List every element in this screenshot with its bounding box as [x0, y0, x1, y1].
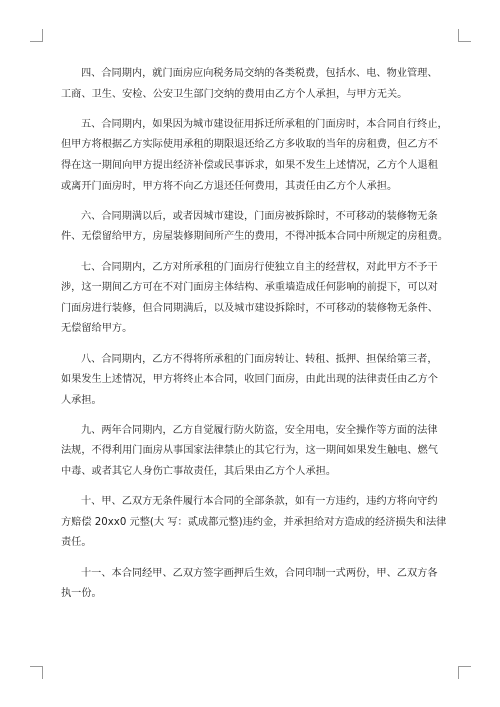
- paragraph-line: 八、合同期内，乙方不得将所承租的门面房转让、转租、抵押、担保给第三者，: [81, 353, 438, 365]
- paragraph-line: 件、无偿留给甲方，房屋装修期间所产生的费用，不得冲抵本合同中所规定的房租费。: [61, 231, 449, 243]
- paragraph-clause-8: [61, 350, 439, 412]
- crop-mark-bottom-right: [458, 666, 471, 679]
- paragraph-line: 工商、卫生、安检、公安卫生部门交纳的费用由乙方个人承担，与甲方无关。: [61, 88, 408, 100]
- paragraph-clause-6: [61, 207, 449, 248]
- paragraph-line: 法规，不得利用门面房从事国家法律禁止的其它行为，这一期间如果发生触电、燃气: [61, 445, 438, 457]
- paragraph-line: 六、合同期满以后，或者因城市建设，门面房被拆除时，不可移动的装修物无条: [81, 210, 438, 222]
- paragraph-line: 五、合同期内，如果因为城市建设征用拆迁所承租的门面房时，本合同自行终止，: [81, 118, 448, 130]
- paragraph-line: 涉，这一期间乙方可在不对门面房主体结构、承重墙造成任何影响的前提下，可以对: [61, 282, 438, 294]
- paragraph-line: 无偿留给甲方。: [61, 323, 133, 335]
- paragraph-line: 责任。: [61, 537, 92, 549]
- paragraph-line: 或离开门面房时，甲方将不向乙方退还任何费用，其责任由乙方个人承担。: [61, 180, 398, 192]
- crop-mark-top-left: [30, 29, 43, 42]
- paragraph-line: 九、两年合同期内，乙方自觉履行防火防盗，安全用电，安全操作等方面的法律: [81, 424, 438, 436]
- paragraph-line: 十一、本合同经甲、乙双方签字画押后生效，合同印制一式两份，甲、乙双方各: [81, 567, 438, 579]
- crop-mark-bottom-left: [30, 666, 43, 679]
- paragraph-line: 七、合同期内，乙方对所承租的门面房行使独立自主的经营权，对此甲方不予干: [81, 261, 438, 273]
- paragraph-clause-5: [61, 115, 448, 197]
- paragraph-clause-7: [61, 258, 439, 340]
- paragraph-line: 门面房进行装修，但合同期满后，以及城市建设拆除时，不可移动的装修物无条件、: [61, 302, 438, 314]
- paragraph-line: 方赔偿 20xx0 元整(大 写：贰成都元整)违约金，并承担给对方造成的经济损失和法律: [61, 516, 447, 528]
- paragraph-line: 得在这一期间向甲方提出经济补偿或民事诉求，如果不发生上述情况，乙方个人退租: [61, 159, 438, 171]
- paragraph-line: 人承担。: [61, 394, 102, 406]
- paragraph-clause-4: [61, 64, 439, 105]
- contract-body: [61, 64, 449, 614]
- paragraph-line: 四、合同期内，就门面房应向税务局交纳的各类税费，包括水、电、物业管理、: [81, 68, 438, 79]
- paragraph-line: 但甲方将根据乙方实际使用承租的期限退还给乙方多收取的当年的房租费，但乙方不: [61, 139, 438, 151]
- paragraph-clause-11: [61, 564, 439, 605]
- paragraph-line: 中毒、或者其它人身伤亡事故责任，其后果由乙方个人承担。: [61, 466, 337, 478]
- paragraph-line: 十、甲、乙双方无条件履行本合同的全部条款，如有一方违约，违约方将向守约: [81, 496, 438, 508]
- paragraph-clause-9: [61, 421, 439, 483]
- paragraph-line: 如果发生上述情况，甲方将终止本合同，收回门面房，由此出现的法律责任由乙方个: [61, 374, 438, 386]
- crop-mark-top-right: [458, 29, 471, 42]
- paragraph-clause-10: [61, 492, 447, 554]
- paragraph-line: 执一份。: [61, 588, 102, 600]
